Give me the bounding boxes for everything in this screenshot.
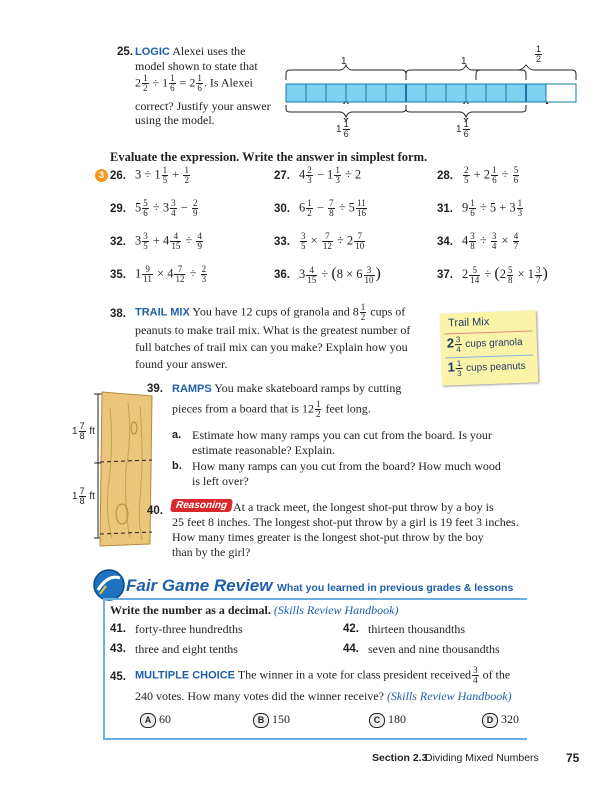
expression-33: $\frac{3}{5}$ × $\frac{7}{12}$ ÷ 2 $\frac{7}{10}$ xyxy=(301,231,365,251)
text-line: Alexei uses the xyxy=(172,44,246,58)
exercise-45-line1: MULTIPLE CHOICE The winner in a vote for class president received $\frac{3}{4}$ of the xyxy=(135,665,511,685)
expression-35: 1 $\frac{9}{11}$ × 4 $\frac{7}{12}$ ÷ $\frac{2}{3}$ xyxy=(135,264,207,284)
text-line: peanuts to make trail mix. What is the greatest number of xyxy=(135,323,411,337)
note-item-granola: 2 $\frac{3}{4}$ cups granola xyxy=(446,334,523,355)
part-label-a: a. xyxy=(172,429,182,441)
exercise-40-line1: At a track meet, the longest shot-put throw by a boy is xyxy=(233,500,494,514)
board-dimension-label: 1 $\frac{7}{8}$ ft xyxy=(72,421,95,441)
fair-game-divider xyxy=(103,598,527,600)
footer-title: Dividing Mixed Numbers xyxy=(425,752,539,764)
whole: 2 xyxy=(189,75,196,90)
exercise-number: 40. xyxy=(147,505,163,517)
exercise-number: 33. xyxy=(274,236,290,248)
footer-section: Section 2.3 xyxy=(372,752,428,764)
exercise-number: 28. xyxy=(437,170,453,182)
exercise-41-text: forty-three hundredths xyxy=(135,622,243,636)
board-dimension-label: 1 $\frac{7}{8}$ ft xyxy=(72,486,95,506)
expression-37: 2 $\frac{5}{14}$ ÷ (2 $\frac{5}{8}$ × 1 $\frac{3}{7}$ ) xyxy=(462,264,548,285)
exercise-number: 36. xyxy=(274,269,290,281)
expression-34: 4 $\frac{3}{8}$ ÷ $\frac{3}{4}$ × $\frac{4}{7}$ xyxy=(462,231,519,251)
reasoning-badge: Reasoning xyxy=(170,499,233,512)
text: . Is Alexei xyxy=(203,75,253,90)
bottom-braces xyxy=(278,104,583,118)
exercise-39-line1 xyxy=(172,381,532,396)
choice-c[interactable]: C 180 xyxy=(369,712,406,728)
exercise-38-text: TRAIL MIX You have 12 cups of granola and 8 $\frac{1}{2}$ cups of peanuts to make trail mix. What is the greatest number of full batches of trail mix can you make? Explain how you found your answer. xyxy=(135,302,411,371)
fair-game-left-border xyxy=(103,598,105,740)
operator: ÷ xyxy=(152,75,160,90)
whole: 2 xyxy=(135,75,141,90)
exercise-number: 30. xyxy=(274,203,290,215)
trail-mix-note xyxy=(440,310,538,385)
fraction: $\frac{1}{6}$ xyxy=(170,73,175,93)
text-line: correct? Justify your answer xyxy=(135,99,271,113)
exercise-25-equation xyxy=(135,74,253,93)
choice-b[interactable]: B 150 xyxy=(253,712,290,728)
note-item-peanuts: 1 $\frac{1}{3}$ cups peanuts xyxy=(447,358,526,379)
exercise-number: 43. xyxy=(110,643,126,655)
choice-letter: A xyxy=(140,713,156,728)
model-bottom-label: 1 $\frac{1}{6}$ xyxy=(456,119,469,139)
exercise-25-text-end xyxy=(135,99,271,127)
exercise-number: 25. xyxy=(117,46,133,58)
choice-a[interactable]: A 60 xyxy=(140,712,171,728)
text-line: found your answer. xyxy=(135,357,228,371)
exercise-39a-text: Estimate how many ramps you can cut from the board. Is your estimate reasonable? Explain. xyxy=(192,428,492,457)
exercise-number: 32. xyxy=(110,236,126,248)
label-logic: LOGIC xyxy=(135,46,170,58)
label-multiple-choice: MULTIPLE CHOICE xyxy=(135,669,236,682)
text-line: using the model. xyxy=(135,113,215,127)
expression-28: $\frac{2}{5}$ + 2 $\frac{1}{6}$ ÷ $\frac{5}{6}$ xyxy=(464,165,519,185)
wooden-board-illustration xyxy=(70,388,170,550)
expression-32: 3 $\frac{3}{5}$ + 4 $\frac{4}{15}$ ÷ $\frac{4}{9}$ xyxy=(135,231,202,251)
text: feet long. xyxy=(325,401,371,416)
exercise-number: 29. xyxy=(110,203,126,215)
expression-29: 5 $\frac{5}{6}$ ÷ 3 $\frac{3}{4}$ − $\frac{2}{9}$ xyxy=(135,198,198,218)
fraction: $\frac{1}{6}$ xyxy=(197,73,202,93)
exercise-43-text: three and eight tenths xyxy=(135,642,238,656)
text-line: full batches of trail mix can you make? Explain how you xyxy=(135,340,408,354)
expression-26: 3 ÷ 1 $\frac{1}{5}$ + $\frac{1}{2}$ xyxy=(135,165,189,185)
model-top-label: 1 xyxy=(461,56,467,67)
whole: 1 xyxy=(162,75,169,90)
choice-letter: D xyxy=(482,713,498,728)
exercise-number: 27. xyxy=(274,170,290,182)
fair-game-instruction: Write the number as a decimal. (Skills Review Handbook) xyxy=(110,603,399,617)
expression-36: 3 $\frac{4}{15}$ ÷ (8 × 6 $\frac{3}{10}$ ) xyxy=(299,264,381,285)
model-top-label: 1 xyxy=(341,56,347,67)
choice-letter: C xyxy=(369,713,385,728)
exercise-39b-text: How many ramps can you cut from the board? How much wood is left over? xyxy=(192,459,501,488)
exercise-number: 45. xyxy=(110,671,126,683)
text: pieces from a board that is 12 xyxy=(172,401,314,416)
instruction-evaluate: Evaluate the expression. Write the answer in simplest form. xyxy=(110,150,428,164)
text: cups of xyxy=(370,304,406,319)
fair-game-title: Fair Game Review xyxy=(126,576,273,595)
exercise-40-text: 25 feet 8 inches. The longest shot-put throw by a girl is 19 feet 3 inches. How many times greater is the longest shot-put throw by the boy than by the girl? xyxy=(172,515,519,559)
text: You make skateboard ramps by cutting xyxy=(214,381,402,395)
exercise-number: 31. xyxy=(437,203,453,215)
model-bottom-label: 1 $\frac{1}{6}$ xyxy=(336,119,349,139)
exercise-number: 37. xyxy=(437,269,453,281)
fair-game-bottom-border xyxy=(103,738,527,740)
fair-game-logo-icon xyxy=(92,568,126,602)
label-trail-mix: TRAIL MIX xyxy=(135,306,190,319)
exercise-39-line2: pieces from a board that is 12 $\frac{1}{2}$ feet long. xyxy=(172,399,371,419)
model-top-half: $\frac{1}{2}$ xyxy=(536,44,542,64)
exercise-number: 39. xyxy=(147,383,163,395)
exercise-number: 44. xyxy=(343,643,359,655)
fraction: $\frac{1}{2}$ xyxy=(143,73,148,93)
choice-d[interactable]: D 320 xyxy=(482,712,519,728)
note-title: Trail Mix xyxy=(447,315,490,330)
exercise-number: 38. xyxy=(110,308,126,320)
label-ramps: RAMPS xyxy=(172,383,212,395)
exercise-number: 34. xyxy=(437,236,453,248)
exercise-25-text xyxy=(135,44,295,73)
fair-game-subtitle: What you learned in previous grades & lessons xyxy=(277,582,514,594)
help-badge[interactable]: 3 xyxy=(95,169,108,182)
exercise-number: 41. xyxy=(110,623,126,635)
exercise-number: 26. xyxy=(110,170,126,182)
operator: = xyxy=(179,75,187,90)
part-label-b: b. xyxy=(172,460,182,472)
choice-letter: B xyxy=(253,713,269,728)
exercise-number: 42. xyxy=(343,623,359,635)
exercise-44-text: seven and nine thousandths xyxy=(368,642,500,656)
expression-27: 4 $\frac{2}{3}$ − 1 $\frac{1}{3}$ ÷ 2 xyxy=(299,165,362,185)
expression-31: 9 $\frac{1}{6}$ ÷ 5 + 3 $\frac{1}{3}$ xyxy=(462,198,523,218)
page-number: 75 xyxy=(566,751,580,765)
exercise-42-text: thirteen thousandths xyxy=(368,622,465,636)
exercise-45-line2: 240 votes. How many votes did the winner receive? (Skills Review Handbook) xyxy=(135,689,512,703)
text-line: model shown to state that xyxy=(135,59,258,73)
text: You have 12 cups of granola and 8 xyxy=(192,304,359,319)
exercise-number: 35. xyxy=(110,269,126,281)
expression-30: 6 $\frac{1}{2}$ − $\frac{7}{8}$ ÷ 5 $\frac{11}{16}$ xyxy=(299,198,366,218)
